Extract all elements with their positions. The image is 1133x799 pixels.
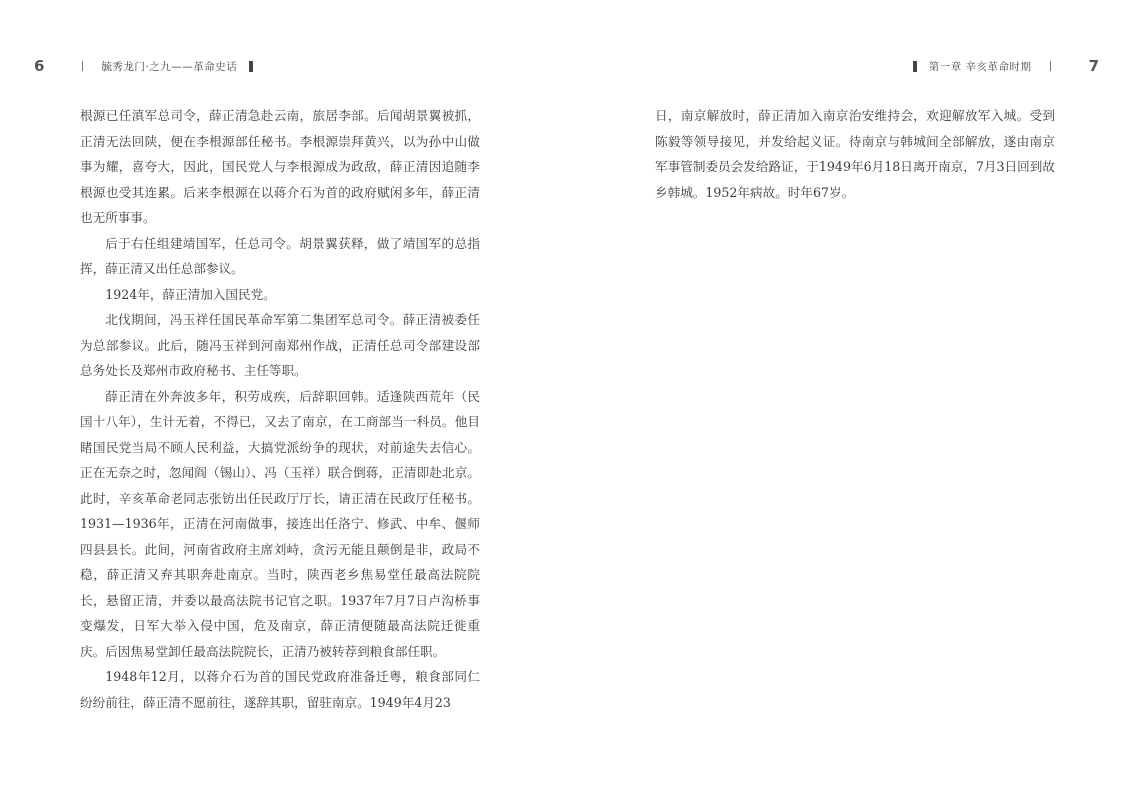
paragraph: 1948年12月，以蒋介石为首的国民党政府准备迁粤，粮食部同仁纷纷前往，薛正清不愿前往，遂辞其职，留驻南京。1949年4月23 xyxy=(80,669,480,710)
right-page-body xyxy=(655,103,1055,205)
paragraph: 1924年，薛正清加入国民党。 xyxy=(105,286,276,302)
header-block-mark xyxy=(913,61,917,72)
left-running-header xyxy=(34,56,253,76)
right-page-number: 7 xyxy=(1088,57,1099,75)
paragraph: 日，南京解放时，薛正清加入南京治安维持会，欢迎解放军入城。受到陈毅等领导接见，并发给起义证。待南京与韩城间全部解放，遂由南京军事管制委员会发给路证，于1949年6月18日离开南京，7月3日回到故乡韩城。1952年病故。时年67岁。 xyxy=(655,108,1055,200)
right-running-header xyxy=(913,56,1099,76)
paragraph: 薛正清在外奔波多年，积劳成疾，后辞职回韩。适逢陕西荒年（民国十八年），生计无着，不得已，又去了南京，在工商部当一科员。他目睹国民党当局不顾人民利益，大搞党派纷争的现状，对前途失去信心。正在无奈之时，忽闻阎（锡山）、冯（玉祥）联合倒蒋，正清即赴北京。此时，辛亥革命老同志张钫出任民政厅厅长，请正清在民政厅任秘书。1931—1936年，正清在河南做事，接连出任洛宁、修武、中牟、偃师四县县长。此间，河南省政府主席刘峙，贪污无能且颠倒是非，政局不稳，薛正清又弃其职奔赴南京。当时，陕西老乡焦易堂任最高法院院长，悬留正清，并委以最高法院书记官之职。1937年7月7日卢沟桥事变爆发，日军大举入侵中国，危及南京，薛正清便随最高法院迁徙重庆。后因焦易堂卸任最高法院院长，正清乃被转荐到粮食部任职。 xyxy=(80,388,480,659)
paragraph: 根源已任滇军总司令，薛正清急赴云南，旅居李部。后闻胡景翼被抓，正清无法回陕，便在李根源部任秘书。李根源崇拜黄兴，以为孙中山做事为耀，喜夸大，因此，国民党人与李根源成为政敌，薛正清因追随李根源也受其连累。后来李根源在以蒋介石为首的政府赋闲多年，薛正清也无所事事。 xyxy=(80,108,480,225)
paragraph: 后于右任组建靖国军，任总司令。胡景翼获释，做了靖国军的总指挥，薛正清又出任总部参议。 xyxy=(80,235,480,276)
book-title: 毓秀龙门·之九——革命史话 xyxy=(101,60,238,73)
left-page-number: 6 xyxy=(34,57,45,75)
header-block-mark xyxy=(249,61,253,72)
paragraph: 北伐期间，冯玉祥任国民革命军第二集团军总司令。薛正清被委任为总部参议。此后，随冯玉祥到河南郑州作战，正清任总司令部建设部总务处长及郑州市政府秘书、主任等职。 xyxy=(80,312,480,378)
header-separator xyxy=(82,61,83,71)
left-page-body xyxy=(80,103,480,715)
chapter-title: 第一章 辛亥革命时期 xyxy=(928,60,1032,73)
header-separator xyxy=(1050,61,1051,71)
